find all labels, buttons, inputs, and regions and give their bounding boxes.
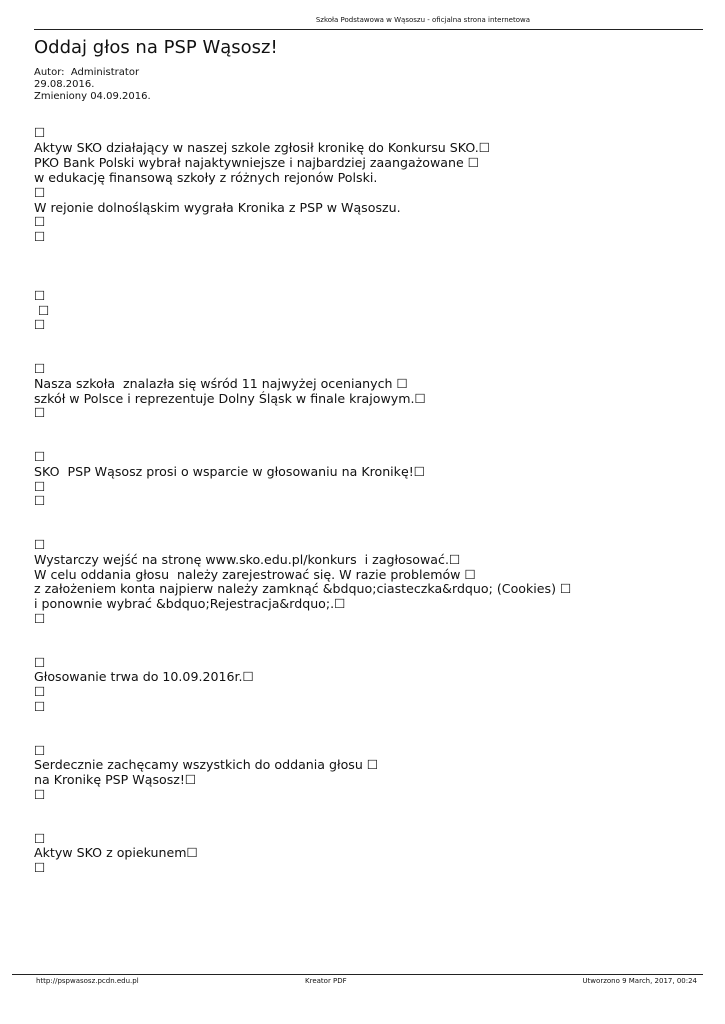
- body-line: ☐: [34, 125, 46, 140]
- body-line: ☐: [34, 449, 46, 464]
- body-line: Głosowanie trwa do 10.09.2016r.☐: [34, 669, 254, 684]
- body-line: ☐: [34, 405, 46, 420]
- footer-generator: Kreator PDF: [305, 977, 347, 985]
- header-divider: [34, 29, 703, 30]
- page-title: Oddaj głos na PSP Wąsosz!: [34, 37, 278, 58]
- date-line: 29.08.2016.: [34, 79, 95, 90]
- body-line: Aktyw SKO działający w naszej szkole zgłosił kronikę do Konkursu SKO.☐: [34, 140, 491, 155]
- body-line: ☐: [34, 743, 46, 758]
- body-line: ☐: [34, 317, 46, 332]
- body-line: PKO Bank Polski wybrał najaktywniejsze i najbardziej zaangażowane ☐: [34, 155, 480, 170]
- body-line: z założeniem konta najpierw należy zamknąć &bdquo;ciasteczka&rdquo; (Cookies) ☐: [34, 581, 572, 596]
- body-line: ☐: [34, 214, 46, 229]
- footer-url: http://pspwasosz.pcdn.edu.pl: [36, 977, 139, 985]
- body-line: w edukację finansową szkoły z różnych rejonów Polski.: [34, 170, 378, 185]
- body-line: ☐: [34, 229, 46, 244]
- body-line: i ponownie wybrać &bdquo;Rejestracja&rdquo;.☐: [34, 596, 346, 611]
- body-line: ☐: [34, 684, 46, 699]
- author-line: Autor: Administrator: [34, 67, 140, 78]
- article-meta: [34, 67, 151, 103]
- body-line: Nasza szkoła znalazła się wśród 11 najwyżej ocenianych ☐: [34, 376, 408, 391]
- body-line: Aktyw SKO z opiekunem☐: [34, 845, 198, 860]
- body-line: ☐: [34, 479, 46, 494]
- body-line: ☐: [34, 860, 46, 875]
- body-line: na Kronikę PSP Wąsosz!☐: [34, 772, 197, 787]
- modified-line: Zmieniony 04.09.2016.: [34, 91, 151, 102]
- body-line: ☐: [34, 655, 46, 670]
- body-line: ☐: [34, 831, 46, 846]
- body-line: Serdecznie zachęcamy wszystkich do oddania głosu ☐: [34, 757, 379, 772]
- body-line: ☐: [34, 611, 46, 626]
- body-line: ☐: [34, 537, 46, 552]
- body-line: ☐: [34, 185, 46, 200]
- body-line: ☐: [34, 493, 46, 508]
- body-line: ☐: [34, 361, 46, 376]
- site-header-title: Szkoła Podstawowa w Wąsoszu - oficjalna strona internetowa: [315, 16, 530, 24]
- body-line: ☐: [34, 787, 46, 802]
- body-line: W rejonie dolnośląskim wygrała Kronika z PSP w Wąsoszu.: [34, 200, 401, 215]
- body-line: szkół w Polsce i reprezentuje Dolny Śląsk w finale krajowym.☐: [34, 391, 426, 406]
- footer-created: Utworzono 9 March, 2017, 00:24: [582, 977, 697, 985]
- footer-divider: [12, 974, 703, 975]
- body-line: ☐: [34, 288, 46, 303]
- body-line: Wystarczy wejść na stronę www.sko.edu.pl/konkurs i zagłosować.☐: [34, 552, 461, 567]
- body-line: SKO PSP Wąsosz prosi o wsparcie w głosowaniu na Kronikę!☐: [34, 464, 426, 479]
- body-line: ☐: [34, 303, 50, 318]
- body-line: ☐: [34, 699, 46, 714]
- body-line: W celu oddania głosu należy zarejestrować się. W razie problemów ☐: [34, 567, 476, 582]
